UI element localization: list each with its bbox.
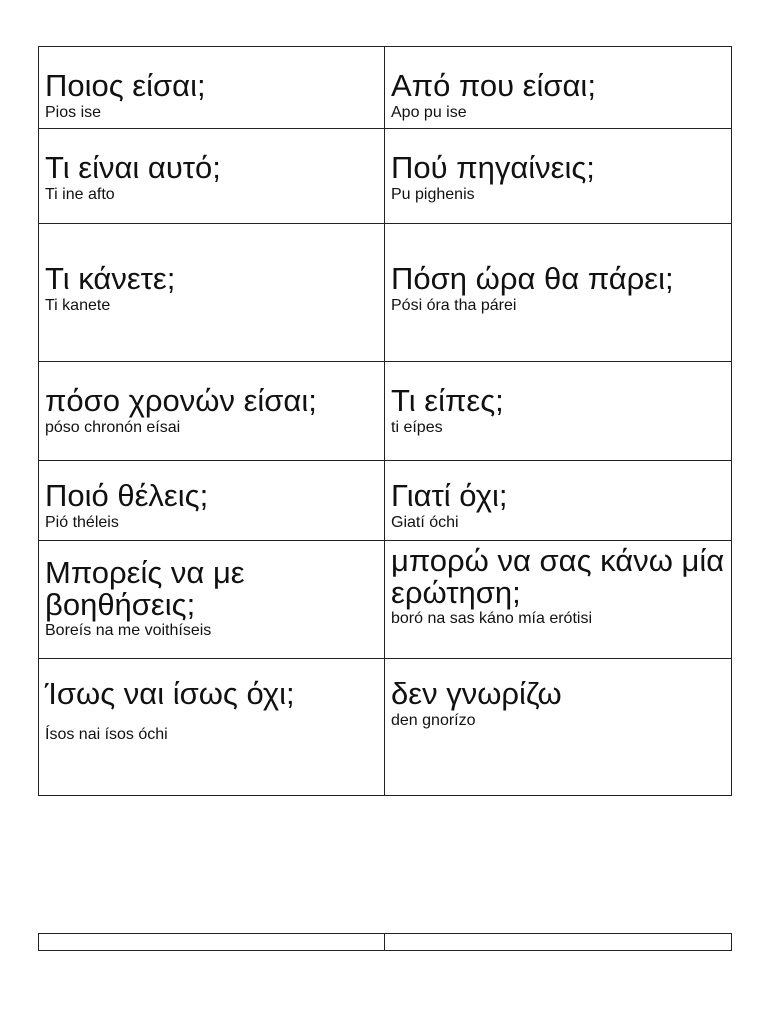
table-row	[39, 461, 732, 541]
table-row	[39, 541, 732, 659]
phrase-cell	[39, 362, 385, 461]
empty-cell	[385, 934, 732, 951]
phrase-cell	[385, 659, 732, 796]
phrase-cell	[39, 541, 385, 659]
transliteration: Boreís na me voithíseis	[45, 622, 212, 639]
transliteration: Apo pu ise	[391, 104, 467, 121]
transliteration: Pios ise	[45, 104, 102, 121]
transliteration: ti eípes	[391, 419, 443, 436]
empty-table-row	[38, 933, 732, 951]
phrase-cell	[385, 362, 732, 461]
greek-phrase: πόσο χρονών είσαι;	[45, 383, 317, 418]
transliteration: Ísos nai ísos óchi	[45, 726, 168, 743]
transliteration: Pósi óra tha párei	[391, 297, 517, 314]
greek-phrase: μπορώ να σας κάνω μία ερώτηση;	[391, 543, 725, 610]
phrase-cell	[385, 461, 732, 541]
greek-phrase: Πόση ώρα θα πάρει;	[391, 261, 674, 296]
phrase-cell	[39, 129, 385, 224]
phrase-cell	[385, 47, 732, 129]
greek-phrase: Ποιό θέλεις;	[45, 478, 209, 513]
transliteration: den gnorízo	[391, 712, 476, 729]
greek-phrase: Τι είπες;	[391, 383, 504, 418]
greek-phrase: Γιατί όχι;	[391, 478, 508, 513]
empty-cell	[39, 934, 385, 951]
transliteration: Pió théleis	[45, 514, 119, 531]
phrase-cell	[385, 541, 732, 659]
transliteration: Ti kanete	[45, 297, 111, 314]
table-row	[39, 47, 732, 129]
transliteration: Pu pighenis	[391, 186, 475, 203]
table-row	[39, 659, 732, 796]
greek-phrase: Μπορείς να με βοηθήσεις;	[45, 555, 245, 622]
phrase-cell	[39, 47, 385, 129]
transliteration: póso chronón eísai	[45, 419, 181, 436]
table-row	[39, 224, 732, 362]
greek-phrase: Ίσως ναι ίσως όχι;	[45, 676, 295, 711]
greek-phrase: Πού πηγαίνεις;	[391, 150, 595, 185]
phrase-cell	[39, 659, 385, 796]
greek-phrase: Τι είναι αυτό;	[45, 150, 221, 185]
transliteration: boró na sas káno mía erótisi	[391, 610, 592, 627]
table-row	[39, 362, 732, 461]
transliteration: Giatí óchi	[391, 514, 459, 531]
table-row	[39, 129, 732, 224]
greek-phrase: Ποιος είσαι;	[45, 68, 206, 103]
phrase-table	[38, 46, 732, 796]
greek-phrase: Από που είσαι;	[391, 68, 596, 103]
greek-phrase: Τι κάνετε;	[45, 261, 176, 296]
phrase-cell	[39, 224, 385, 362]
phrase-cell	[385, 129, 732, 224]
phrase-cell	[39, 461, 385, 541]
transliteration: Ti ine afto	[45, 186, 115, 203]
table-row	[39, 934, 732, 951]
greek-phrase: δεν γνωρίζω	[391, 676, 562, 711]
phrase-cell	[385, 224, 732, 362]
